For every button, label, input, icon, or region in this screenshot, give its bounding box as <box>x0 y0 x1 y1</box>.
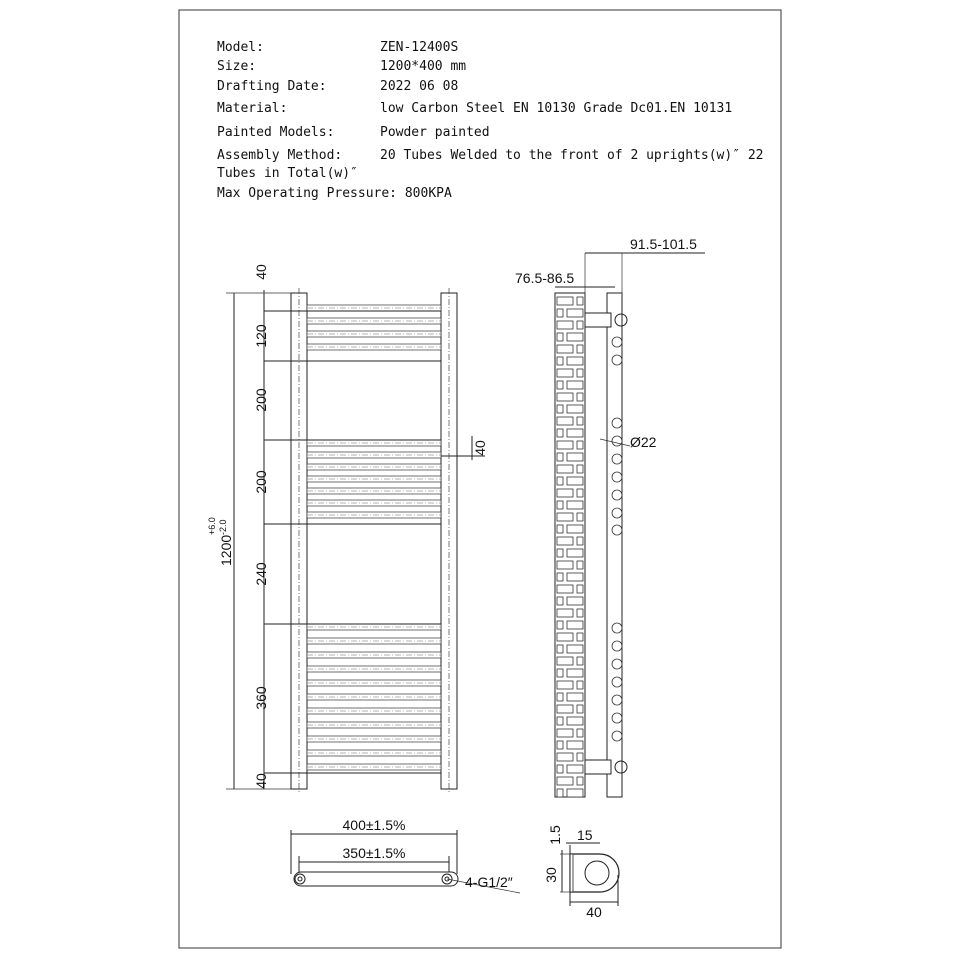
brick <box>557 477 563 485</box>
tube-end-circle <box>612 490 622 500</box>
spec-key-painted: Painted Models: <box>217 125 335 140</box>
brick <box>557 681 573 689</box>
segment-label-4: 200 <box>253 470 269 494</box>
brick <box>557 669 563 677</box>
tube-end-circle <box>612 659 622 669</box>
spec-key-date: Drafting Date: <box>217 79 327 94</box>
segment-label-2: 120 <box>253 324 269 348</box>
side-view <box>515 236 705 797</box>
brick <box>557 429 563 437</box>
brick <box>557 465 573 473</box>
brick <box>557 345 573 353</box>
brick <box>557 309 563 317</box>
brick <box>557 525 563 533</box>
brick <box>577 393 583 401</box>
brick <box>557 537 573 545</box>
heating-tubes <box>307 305 441 770</box>
bottom-view <box>291 817 520 893</box>
profile-outline <box>570 854 619 892</box>
brick <box>567 645 583 653</box>
brick <box>557 693 563 701</box>
brick <box>567 501 583 509</box>
segment-label-6: 360 <box>253 686 269 710</box>
brick <box>557 657 573 665</box>
brick <box>567 765 583 773</box>
segment-label-7: 40 <box>253 773 269 789</box>
tube-end-circle <box>612 436 622 446</box>
overall-width-label: 400±1.5% <box>342 817 406 833</box>
front-view <box>207 264 488 794</box>
brick <box>557 777 573 785</box>
brick <box>557 597 563 605</box>
tolerance-plus: +6.0 <box>207 517 217 535</box>
spec-value-material: low Carbon Steel EN 10130 Grade Dc01.EN 10131 <box>380 101 733 116</box>
brick <box>557 561 573 569</box>
spec-value-model: ZEN-12400S <box>380 40 459 55</box>
tube-end-circle <box>612 355 622 365</box>
tube-end-circle <box>612 337 622 347</box>
tube-end-circle <box>612 454 622 464</box>
brick <box>577 753 583 761</box>
brick <box>557 573 563 581</box>
section-flange-label: 15 <box>577 827 593 843</box>
brick <box>567 789 583 797</box>
brick <box>567 597 583 605</box>
brick <box>577 729 583 737</box>
tube-end-circle <box>612 713 622 723</box>
brick <box>567 405 583 413</box>
spec-key-model: Model: <box>217 40 264 55</box>
tube-end-circle <box>612 418 622 428</box>
brick <box>577 537 583 545</box>
brick <box>567 621 583 629</box>
brick <box>577 561 583 569</box>
brick <box>557 321 573 329</box>
brick <box>567 309 583 317</box>
spec-pressure: Max Operating Pressure: 800KPA <box>217 186 452 201</box>
brick <box>557 789 563 797</box>
brick <box>557 621 563 629</box>
brick <box>577 369 583 377</box>
bottom-tube-body <box>294 872 458 886</box>
brick <box>567 573 583 581</box>
brick <box>577 777 583 785</box>
centres-label: 350±1.5% <box>342 845 406 861</box>
brick <box>567 333 583 341</box>
tube-end-circle <box>612 695 622 705</box>
brick <box>577 417 583 425</box>
bottom-bracket <box>585 760 611 774</box>
spec-value-assembly: 20 Tubes Welded to the front of 2 uprights(w)″ 22 <box>380 148 764 163</box>
brick <box>557 645 563 653</box>
segment-label-1: 40 <box>253 264 269 280</box>
tube-end-circle <box>612 731 622 741</box>
tube-end-circle <box>612 677 622 687</box>
spec-block <box>217 40 764 201</box>
brick <box>577 657 583 665</box>
brick <box>567 357 583 365</box>
section-height-label: 30 <box>543 867 559 883</box>
brick <box>557 513 573 521</box>
brick <box>567 477 583 485</box>
spec-continuation: Tubes in Total(w)″ <box>217 166 358 181</box>
tube-end-circle <box>612 508 622 518</box>
brick <box>577 441 583 449</box>
brick <box>577 681 583 689</box>
brick <box>557 441 573 449</box>
brick <box>577 585 583 593</box>
brick <box>557 549 563 557</box>
brick <box>567 381 583 389</box>
section-width-label: 40 <box>586 904 602 920</box>
brick <box>557 297 573 305</box>
brick <box>557 729 573 737</box>
brick <box>577 609 583 617</box>
brick <box>557 705 573 713</box>
brick <box>567 741 583 749</box>
brick <box>557 585 573 593</box>
brick <box>577 345 583 353</box>
brick <box>577 297 583 305</box>
brick <box>577 513 583 521</box>
spec-key-assembly: Assembly Method: <box>217 148 343 163</box>
tolerance-minus: -2.0 <box>218 519 228 535</box>
brick <box>557 633 573 641</box>
brick <box>557 753 573 761</box>
brick <box>567 429 583 437</box>
tube-end-circle <box>612 641 622 651</box>
brick <box>557 405 563 413</box>
brick <box>557 501 563 509</box>
brick <box>557 765 563 773</box>
section-wall-label: 1.5 <box>547 825 563 845</box>
brick <box>557 381 563 389</box>
spec-value-painted: Powder painted <box>380 125 490 140</box>
brick <box>567 453 583 461</box>
brick <box>577 705 583 713</box>
tube-end-circle <box>612 472 622 482</box>
spec-key-size: Size: <box>217 59 257 74</box>
brick <box>557 417 573 425</box>
brick <box>557 369 573 377</box>
brick <box>557 393 573 401</box>
spec-value-size: 1200*400 mm <box>380 59 467 74</box>
tube-diameter-label: Ø22 <box>630 434 657 450</box>
tube-pitch-label: 40 <box>472 440 488 456</box>
brick <box>567 525 583 533</box>
brick <box>567 669 583 677</box>
brick <box>567 549 583 557</box>
total-height-label: 1200 <box>218 534 234 566</box>
brick <box>557 333 563 341</box>
brick <box>557 453 563 461</box>
tube-end-circle <box>612 525 622 535</box>
section-view <box>543 825 619 920</box>
brick <box>567 717 583 725</box>
brick <box>577 633 583 641</box>
segment-label-3: 200 <box>253 388 269 412</box>
brick <box>557 489 573 497</box>
inner-depth-label: 76.5-86.5 <box>515 270 575 286</box>
outer-depth-label: 91.5-101.5 <box>630 236 697 252</box>
brick <box>557 717 563 725</box>
brick <box>557 741 563 749</box>
top-bracket <box>585 313 611 327</box>
brick <box>577 321 583 329</box>
brick <box>567 693 583 701</box>
spec-key-material: Material: <box>217 101 288 116</box>
segment-label-5: 240 <box>253 562 269 586</box>
brick <box>577 489 583 497</box>
tube-end-circle <box>612 623 622 633</box>
brick <box>557 357 563 365</box>
brick <box>557 609 573 617</box>
connection-label: 4-G1/2″ <box>465 874 513 890</box>
spec-value-date: 2022 06 08 <box>380 79 459 94</box>
brick <box>577 465 583 473</box>
